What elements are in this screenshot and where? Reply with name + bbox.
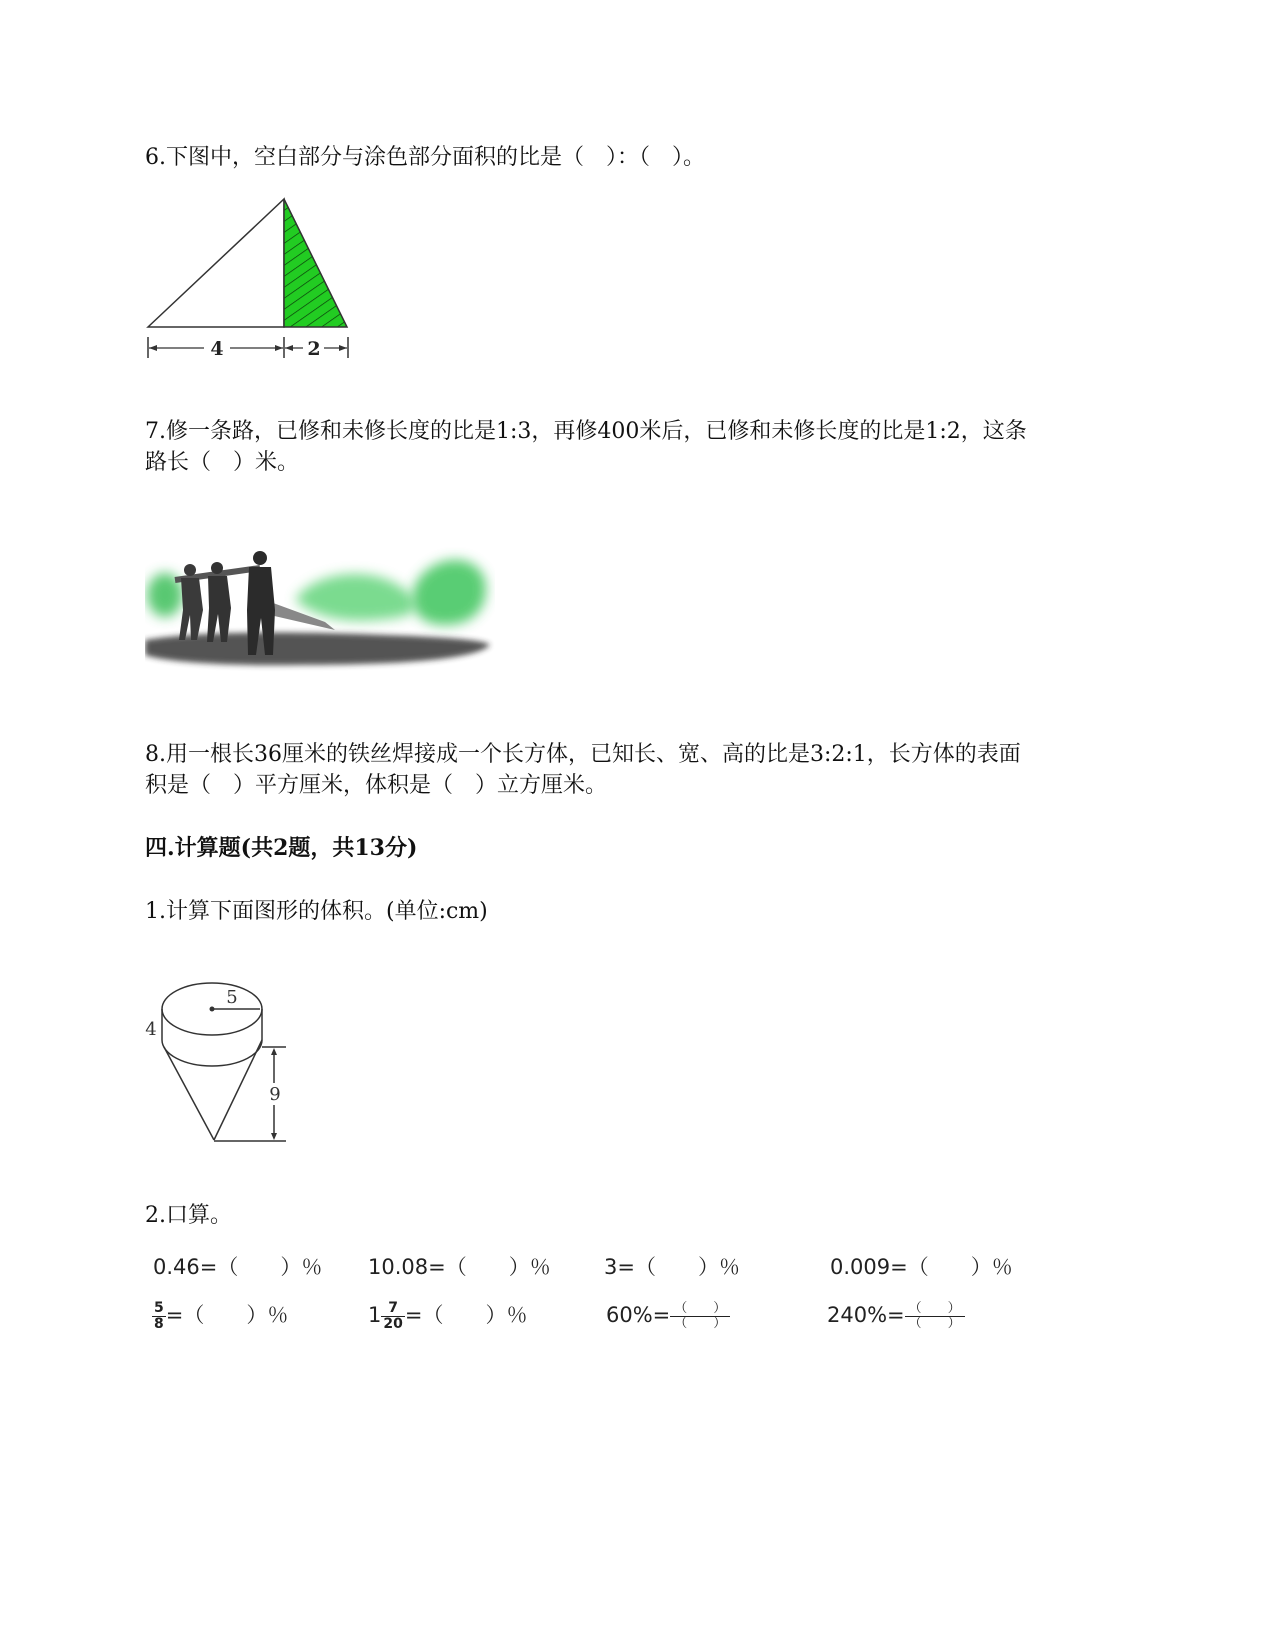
blank-fraction: $\frac{( )}{( )}$: [670, 1302, 730, 1331]
arrow-head: [149, 345, 157, 351]
cone-right-edge: [214, 1040, 262, 1140]
oral-calc-60-percent: 60%= $\frac{( )}{( )}$: [606, 1300, 730, 1331]
triangle-figure: [140, 190, 360, 370]
bush-right: [413, 560, 486, 625]
cone-height-label: 9: [269, 1084, 281, 1105]
cylinder-cone-figure: [140, 975, 300, 1150]
oral-calc-one-seven-twentieths: 1 $\frac{7}{20}$ =（ ）％: [368, 1299, 528, 1332]
oral-calc-10-08: 10.08=（ ）％: [368, 1255, 551, 1279]
cylinder-bottom-arc: [162, 1040, 262, 1066]
oral-calc-3: 3=（ ）％: [604, 1255, 740, 1279]
oral-calc-240-percent: 240%= $\frac{( )}{( )}$: [827, 1300, 965, 1331]
oral-calc-0-009: 0.009=（ ）％: [830, 1255, 1013, 1279]
bush-middle: [295, 574, 415, 621]
oral-calc-five-eighths: $\frac{5}{8}$ =（ ）％: [154, 1299, 289, 1332]
cylinder-height-label: 4: [145, 1019, 157, 1040]
question-8-text-line-1: 8.用一根长36厘米的铁丝焊接成一个长方体，已知长、宽、高的比是3:2:1，长方体的表面: [145, 742, 1021, 767]
cone-left-edge: [164, 1047, 214, 1140]
question-6-text: 6.下图中，空白部分与涂色部分面积的比是（ ）：（ ）。: [145, 145, 705, 170]
fraction-7-20: $\frac{7}{20}$: [383, 1299, 403, 1332]
blank-fraction: $\frac{( )}{( )}$: [905, 1302, 965, 1331]
arrow-head: [339, 345, 347, 351]
label-2: 2: [307, 338, 321, 360]
fraction-5-8: $\frac{5}{8}$: [154, 1299, 164, 1332]
center-dot: [210, 1007, 215, 1012]
calc-question-1-text: 1.计算下面图形的体积。(单位:cm): [145, 899, 488, 924]
road-workers-illustration: [145, 540, 495, 675]
oral-calc-0-46: 0.46=（ ）％: [153, 1255, 323, 1279]
question-8-text-line-2: 积是（ ）平方厘米，体积是（ ）立方厘米。: [145, 773, 608, 798]
arrow-head: [271, 1048, 277, 1055]
calc-question-2-text: 2.口算。: [145, 1203, 232, 1228]
arrow-head: [271, 1133, 277, 1140]
arrow-head: [275, 345, 283, 351]
blank-triangle: [148, 199, 284, 327]
shaded-triangle: [284, 199, 347, 327]
question-7-text-line-2: 路长（ ）米。: [145, 450, 300, 475]
radius-label: 5: [226, 987, 238, 1008]
arrow-head: [285, 345, 293, 351]
section-4-heading: 四.计算题(共2题，共13分): [145, 835, 418, 861]
label-4: 4: [210, 338, 224, 360]
question-7-text-line-1: 7.修一条路，已修和未修长度的比是1:3，再修400米后，已修和未修长度的比是1:2，这条: [145, 419, 1027, 444]
